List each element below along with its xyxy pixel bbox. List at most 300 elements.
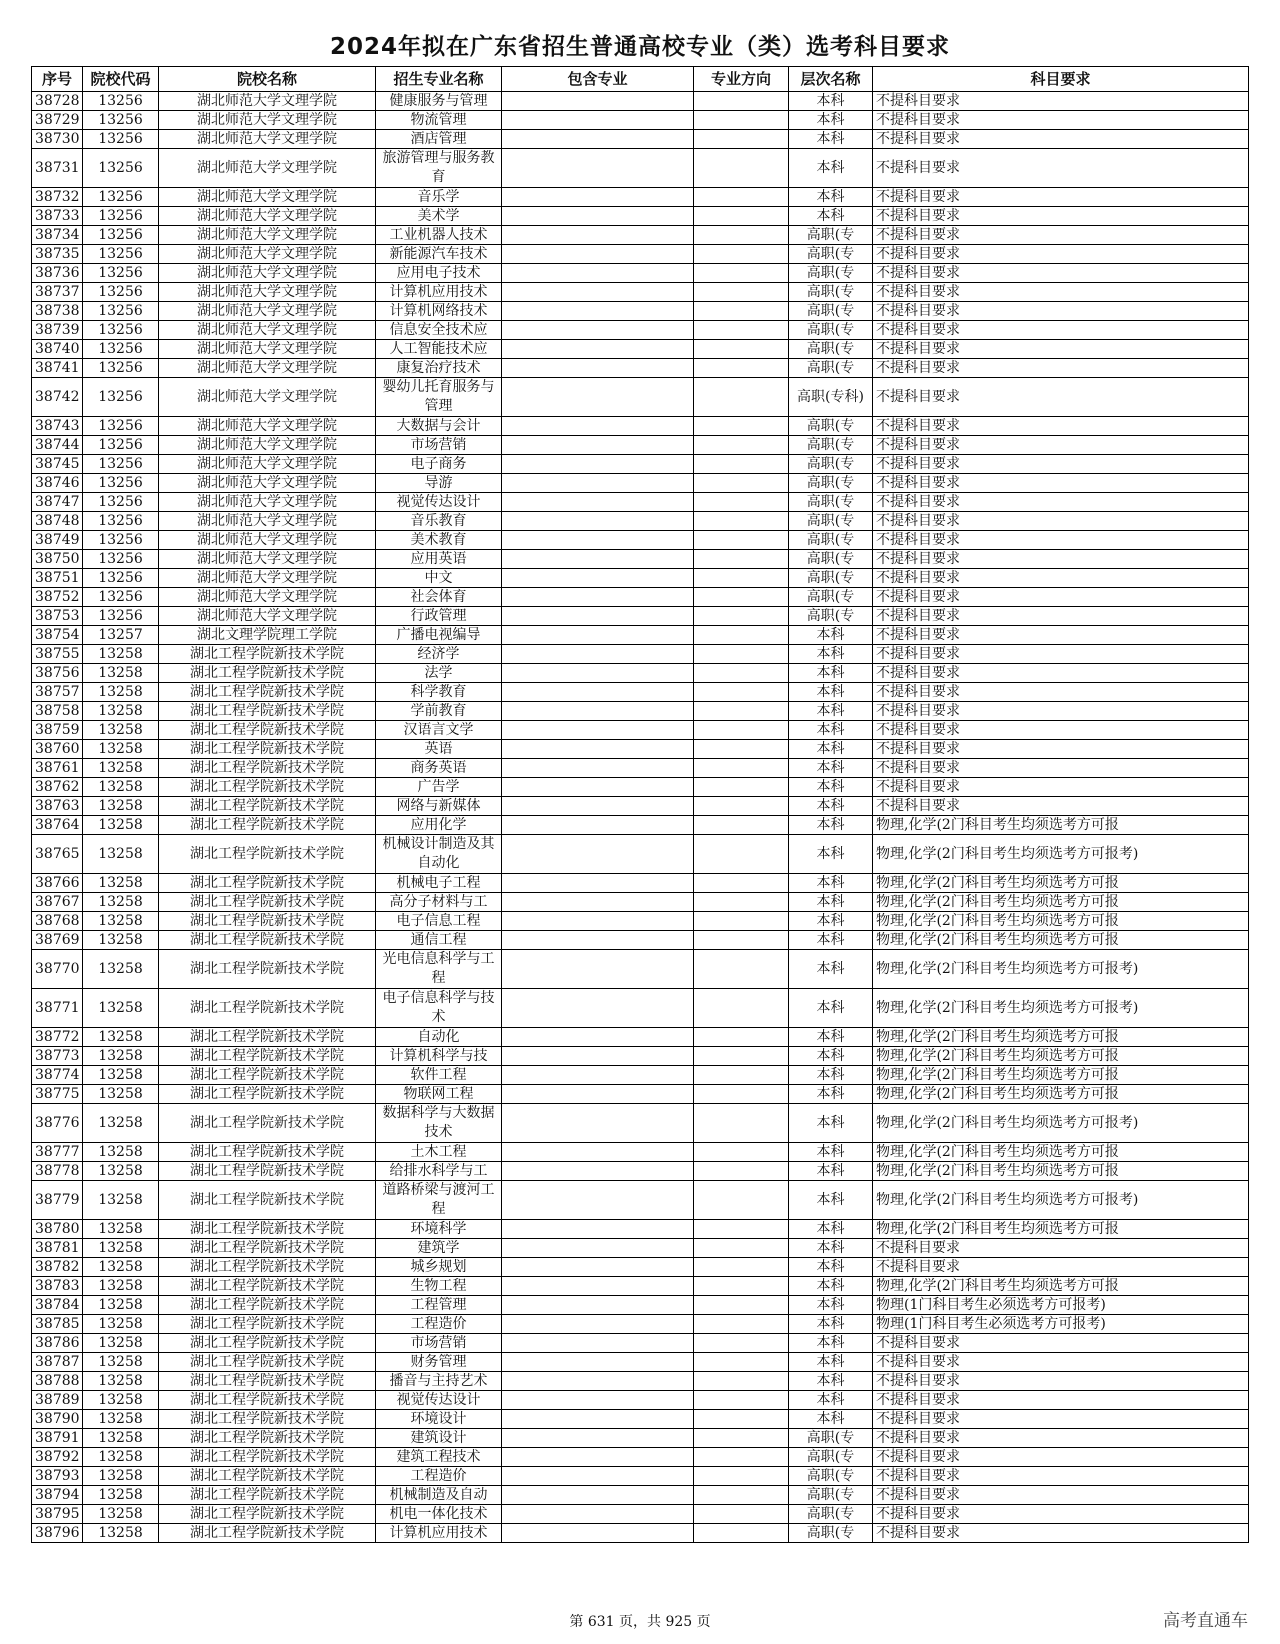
cell-level: 本科 bbox=[789, 1296, 873, 1315]
cell-major-name: 应用英语 bbox=[376, 550, 502, 569]
cell-included-majors bbox=[502, 893, 694, 912]
page-footer: 第 631 页，共 925 页 bbox=[569, 1614, 711, 1630]
cell-included-majors bbox=[502, 493, 694, 512]
cell-school-code: 13258 bbox=[83, 645, 159, 664]
cell-school-name: 湖北工程学院新技术学院 bbox=[159, 835, 376, 874]
table-row bbox=[32, 1047, 1249, 1066]
cell-seq: 38734 bbox=[32, 226, 83, 245]
cell-major-name: 网络与新媒体 bbox=[376, 797, 502, 816]
cell-school-code: 13258 bbox=[83, 931, 159, 950]
cell-school-name: 湖北师范大学文理学院 bbox=[159, 512, 376, 531]
table-row bbox=[32, 950, 1249, 989]
cell-major-direction bbox=[694, 588, 789, 607]
cell-school-code: 13258 bbox=[83, 664, 159, 683]
table-header-row bbox=[32, 67, 1249, 92]
cell-seq: 38779 bbox=[32, 1181, 83, 1220]
cell-school-code: 13256 bbox=[83, 455, 159, 474]
cell-included-majors bbox=[502, 340, 694, 359]
cell-subject-requirement: 不提科目要求 bbox=[873, 188, 1249, 207]
cell-major-name: 电子信息工程 bbox=[376, 912, 502, 931]
cell-school-name: 湖北师范大学文理学院 bbox=[159, 149, 376, 188]
cell-seq: 38783 bbox=[32, 1277, 83, 1296]
table-row bbox=[32, 512, 1249, 531]
cell-school-name: 湖北工程学院新技术学院 bbox=[159, 702, 376, 721]
cell-school-name: 湖北文理学院理工学院 bbox=[159, 626, 376, 645]
cell-included-majors bbox=[502, 531, 694, 550]
cell-major-direction bbox=[694, 874, 789, 893]
cell-level: 本科 bbox=[789, 149, 873, 188]
cell-subject-requirement: 物理,化学(2门科目考生均须选考方可报考) bbox=[873, 989, 1249, 1028]
cell-included-majors bbox=[502, 1296, 694, 1315]
cell-seq: 38763 bbox=[32, 797, 83, 816]
cell-subject-requirement: 物理,化学(2门科目考生均须选考方可报考) bbox=[873, 1181, 1249, 1220]
cell-subject-requirement: 不提科目要求 bbox=[873, 417, 1249, 436]
cell-seq: 38788 bbox=[32, 1372, 83, 1391]
cell-included-majors bbox=[502, 302, 694, 321]
cell-school-code: 13258 bbox=[83, 1066, 159, 1085]
cell-major-direction bbox=[694, 1391, 789, 1410]
cell-school-name: 湖北工程学院新技术学院 bbox=[159, 1277, 376, 1296]
cell-school-code: 13258 bbox=[83, 721, 159, 740]
cell-major-name: 机械设计制造及其自动化 bbox=[376, 835, 502, 874]
cell-seq: 38794 bbox=[32, 1486, 83, 1505]
cell-school-code: 13256 bbox=[83, 588, 159, 607]
table-row bbox=[32, 378, 1249, 417]
cell-subject-requirement: 不提科目要求 bbox=[873, 550, 1249, 569]
cell-major-name: 机械制造及自动 bbox=[376, 1486, 502, 1505]
cell-seq: 38769 bbox=[32, 931, 83, 950]
cell-seq: 38731 bbox=[32, 149, 83, 188]
cell-school-name: 湖北师范大学文理学院 bbox=[159, 531, 376, 550]
cell-included-majors bbox=[502, 1353, 694, 1372]
cell-major-direction bbox=[694, 474, 789, 493]
table-row bbox=[32, 702, 1249, 721]
cell-major-name: 社会体育 bbox=[376, 588, 502, 607]
cell-included-majors bbox=[502, 931, 694, 950]
cell-major-direction bbox=[694, 283, 789, 302]
cell-school-code: 13258 bbox=[83, 1448, 159, 1467]
cell-included-majors bbox=[502, 1277, 694, 1296]
requirements-table bbox=[31, 66, 1249, 1543]
cell-level: 本科 bbox=[789, 664, 873, 683]
cell-school-name: 湖北师范大学文理学院 bbox=[159, 569, 376, 588]
cell-major-name: 广播电视编导 bbox=[376, 626, 502, 645]
cell-level: 本科 bbox=[789, 111, 873, 130]
table-row bbox=[32, 1162, 1249, 1181]
cell-major-name: 高分子材料与工 bbox=[376, 893, 502, 912]
cell-major-direction bbox=[694, 797, 789, 816]
cell-major-direction bbox=[694, 1334, 789, 1353]
cell-major-direction bbox=[694, 989, 789, 1028]
table-row bbox=[32, 931, 1249, 950]
cell-major-name: 工程管理 bbox=[376, 1296, 502, 1315]
cell-seq: 38764 bbox=[32, 816, 83, 835]
header-major-name: 招生专业名称 bbox=[376, 67, 502, 92]
cell-level: 本科 bbox=[789, 1410, 873, 1429]
cell-major-name: 行政管理 bbox=[376, 607, 502, 626]
cell-major-direction bbox=[694, 1028, 789, 1047]
cell-major-direction bbox=[694, 92, 789, 111]
cell-subject-requirement: 不提科目要求 bbox=[873, 455, 1249, 474]
table-row bbox=[32, 1239, 1249, 1258]
cell-included-majors bbox=[502, 1047, 694, 1066]
cell-seq: 38742 bbox=[32, 378, 83, 417]
cell-school-code: 13258 bbox=[83, 797, 159, 816]
cell-included-majors bbox=[502, 417, 694, 436]
cell-major-name: 给排水科学与工 bbox=[376, 1162, 502, 1181]
cell-included-majors bbox=[502, 989, 694, 1028]
cell-included-majors bbox=[502, 321, 694, 340]
cell-included-majors bbox=[502, 1524, 694, 1543]
cell-seq: 38793 bbox=[32, 1467, 83, 1486]
cell-subject-requirement: 物理,化学(2门科目考生均须选考方可报 bbox=[873, 912, 1249, 931]
cell-major-direction bbox=[694, 264, 789, 283]
cell-included-majors bbox=[502, 626, 694, 645]
cell-included-majors bbox=[502, 245, 694, 264]
cell-level: 本科 bbox=[789, 1239, 873, 1258]
cell-seq: 38750 bbox=[32, 550, 83, 569]
cell-major-name: 工业机器人技术 bbox=[376, 226, 502, 245]
cell-level: 本科 bbox=[789, 130, 873, 149]
table-row bbox=[32, 1220, 1249, 1239]
cell-major-direction bbox=[694, 1066, 789, 1085]
cell-school-name: 湖北工程学院新技术学院 bbox=[159, 1505, 376, 1524]
cell-school-code: 13258 bbox=[83, 950, 159, 989]
cell-major-direction bbox=[694, 512, 789, 531]
cell-level: 高职(专 bbox=[789, 340, 873, 359]
cell-school-name: 湖北师范大学文理学院 bbox=[159, 245, 376, 264]
cell-included-majors bbox=[502, 188, 694, 207]
cell-school-name: 湖北工程学院新技术学院 bbox=[159, 1181, 376, 1220]
cell-level: 本科 bbox=[789, 931, 873, 950]
cell-school-name: 湖北师范大学文理学院 bbox=[159, 550, 376, 569]
cell-school-name: 湖北师范大学文理学院 bbox=[159, 359, 376, 378]
cell-included-majors bbox=[502, 1239, 694, 1258]
cell-included-majors bbox=[502, 92, 694, 111]
cell-subject-requirement: 不提科目要求 bbox=[873, 607, 1249, 626]
cell-major-name: 电子信息科学与技术 bbox=[376, 989, 502, 1028]
cell-major-direction bbox=[694, 759, 789, 778]
cell-subject-requirement: 不提科目要求 bbox=[873, 264, 1249, 283]
table-row bbox=[32, 607, 1249, 626]
cell-school-name: 湖北师范大学文理学院 bbox=[159, 493, 376, 512]
cell-subject-requirement: 物理,化学(2门科目考生均须选考方可报 bbox=[873, 931, 1249, 950]
cell-level: 高职(专 bbox=[789, 245, 873, 264]
cell-major-direction bbox=[694, 816, 789, 835]
cell-seq: 38751 bbox=[32, 569, 83, 588]
cell-school-name: 湖北工程学院新技术学院 bbox=[159, 1448, 376, 1467]
cell-major-name: 道路桥梁与渡河工程 bbox=[376, 1181, 502, 1220]
table-row bbox=[32, 130, 1249, 149]
cell-major-name: 计算机应用技术 bbox=[376, 1524, 502, 1543]
cell-included-majors bbox=[502, 283, 694, 302]
cell-school-code: 13256 bbox=[83, 436, 159, 455]
cell-school-code: 13256 bbox=[83, 264, 159, 283]
table-row bbox=[32, 1181, 1249, 1220]
cell-major-direction bbox=[694, 1162, 789, 1181]
cell-school-code: 13258 bbox=[83, 1277, 159, 1296]
cell-level: 高职(专 bbox=[789, 531, 873, 550]
cell-seq: 38730 bbox=[32, 130, 83, 149]
cell-seq: 38771 bbox=[32, 989, 83, 1028]
cell-included-majors bbox=[502, 1104, 694, 1143]
cell-school-code: 13258 bbox=[83, 1486, 159, 1505]
cell-major-direction bbox=[694, 664, 789, 683]
cell-major-name: 市场营销 bbox=[376, 436, 502, 455]
cell-school-name: 湖北师范大学文理学院 bbox=[159, 607, 376, 626]
cell-major-name: 美术教育 bbox=[376, 531, 502, 550]
table-row bbox=[32, 1104, 1249, 1143]
cell-level: 高职(专 bbox=[789, 1448, 873, 1467]
cell-major-direction bbox=[694, 1258, 789, 1277]
cell-subject-requirement: 不提科目要求 bbox=[873, 1258, 1249, 1277]
cell-included-majors bbox=[502, 797, 694, 816]
cell-major-direction bbox=[694, 1429, 789, 1448]
table-row bbox=[32, 226, 1249, 245]
cell-seq: 38755 bbox=[32, 645, 83, 664]
cell-subject-requirement: 不提科目要求 bbox=[873, 92, 1249, 111]
table-row bbox=[32, 778, 1249, 797]
cell-school-code: 13258 bbox=[83, 1258, 159, 1277]
cell-level: 高职(专 bbox=[789, 226, 873, 245]
cell-subject-requirement: 不提科目要求 bbox=[873, 721, 1249, 740]
cell-subject-requirement: 不提科目要求 bbox=[873, 512, 1249, 531]
cell-included-majors bbox=[502, 1429, 694, 1448]
cell-level: 本科 bbox=[789, 645, 873, 664]
table-row bbox=[32, 569, 1249, 588]
cell-school-code: 13256 bbox=[83, 512, 159, 531]
cell-school-name: 湖北工程学院新技术学院 bbox=[159, 874, 376, 893]
cell-school-name: 湖北工程学院新技术学院 bbox=[159, 1467, 376, 1486]
cell-subject-requirement: 不提科目要求 bbox=[873, 1429, 1249, 1448]
cell-included-majors bbox=[502, 1162, 694, 1181]
cell-included-majors bbox=[502, 149, 694, 188]
cell-subject-requirement: 物理,化学(2门科目考生均须选考方可报 bbox=[873, 816, 1249, 835]
cell-school-code: 13258 bbox=[83, 1296, 159, 1315]
cell-subject-requirement: 不提科目要求 bbox=[873, 1334, 1249, 1353]
table-row bbox=[32, 721, 1249, 740]
cell-major-direction bbox=[694, 702, 789, 721]
cell-subject-requirement: 不提科目要求 bbox=[873, 1353, 1249, 1372]
cell-school-name: 湖北工程学院新技术学院 bbox=[159, 1143, 376, 1162]
cell-level: 高职(专 bbox=[789, 512, 873, 531]
cell-major-direction bbox=[694, 1181, 789, 1220]
cell-school-name: 湖北工程学院新技术学院 bbox=[159, 797, 376, 816]
cell-level: 高职(专 bbox=[789, 493, 873, 512]
cell-school-name: 湖北工程学院新技术学院 bbox=[159, 1315, 376, 1334]
cell-major-name: 视觉传达设计 bbox=[376, 493, 502, 512]
cell-school-name: 湖北工程学院新技术学院 bbox=[159, 778, 376, 797]
cell-subject-requirement: 不提科目要求 bbox=[873, 1372, 1249, 1391]
cell-subject-requirement: 不提科目要求 bbox=[873, 1410, 1249, 1429]
cell-major-name: 广告学 bbox=[376, 778, 502, 797]
cell-major-direction bbox=[694, 340, 789, 359]
cell-subject-requirement: 物理,化学(2门科目考生均须选考方可报 bbox=[873, 874, 1249, 893]
cell-school-code: 13256 bbox=[83, 283, 159, 302]
cell-subject-requirement: 不提科目要求 bbox=[873, 702, 1249, 721]
cell-major-direction bbox=[694, 1448, 789, 1467]
cell-school-code: 13256 bbox=[83, 207, 159, 226]
cell-seq: 38762 bbox=[32, 778, 83, 797]
cell-seq: 38774 bbox=[32, 1066, 83, 1085]
cell-included-majors bbox=[502, 1334, 694, 1353]
cell-major-name: 婴幼儿托育服务与管理 bbox=[376, 378, 502, 417]
cell-seq: 38782 bbox=[32, 1258, 83, 1277]
cell-included-majors bbox=[502, 835, 694, 874]
cell-subject-requirement: 不提科目要求 bbox=[873, 626, 1249, 645]
table-row bbox=[32, 188, 1249, 207]
cell-major-direction bbox=[694, 493, 789, 512]
cell-seq: 38746 bbox=[32, 474, 83, 493]
cell-subject-requirement: 不提科目要求 bbox=[873, 302, 1249, 321]
cell-school-name: 湖北师范大学文理学院 bbox=[159, 283, 376, 302]
cell-major-direction bbox=[694, 1315, 789, 1334]
cell-seq: 38733 bbox=[32, 207, 83, 226]
cell-school-code: 13256 bbox=[83, 302, 159, 321]
cell-seq: 38752 bbox=[32, 588, 83, 607]
table-row bbox=[32, 455, 1249, 474]
cell-school-code: 13258 bbox=[83, 740, 159, 759]
cell-major-name: 商务英语 bbox=[376, 759, 502, 778]
cell-major-direction bbox=[694, 740, 789, 759]
cell-major-name: 人工智能技术应 bbox=[376, 340, 502, 359]
cell-seq: 38729 bbox=[32, 111, 83, 130]
cell-school-name: 湖北工程学院新技术学院 bbox=[159, 989, 376, 1028]
cell-subject-requirement: 不提科目要求 bbox=[873, 740, 1249, 759]
cell-school-name: 湖北工程学院新技术学院 bbox=[159, 645, 376, 664]
table-row bbox=[32, 264, 1249, 283]
cell-seq: 38766 bbox=[32, 874, 83, 893]
brand-label: 高考直通车 bbox=[1163, 1611, 1248, 1631]
cell-level: 高职(专 bbox=[789, 417, 873, 436]
cell-school-name: 湖北师范大学文理学院 bbox=[159, 417, 376, 436]
cell-school-name: 湖北工程学院新技术学院 bbox=[159, 1085, 376, 1104]
cell-school-code: 13257 bbox=[83, 626, 159, 645]
cell-level: 本科 bbox=[789, 1277, 873, 1296]
cell-level: 高职(专 bbox=[789, 607, 873, 626]
cell-subject-requirement: 物理(1门科目考生必须选考方可报考) bbox=[873, 1315, 1249, 1334]
cell-seq: 38741 bbox=[32, 359, 83, 378]
cell-level: 高职(专 bbox=[789, 1486, 873, 1505]
cell-major-direction bbox=[694, 835, 789, 874]
cell-school-name: 湖北师范大学文理学院 bbox=[159, 378, 376, 417]
cell-level: 高职(专 bbox=[789, 436, 873, 455]
cell-major-name: 经济学 bbox=[376, 645, 502, 664]
table-row bbox=[32, 797, 1249, 816]
cell-school-code: 13258 bbox=[83, 874, 159, 893]
cell-major-direction bbox=[694, 893, 789, 912]
cell-seq: 38740 bbox=[32, 340, 83, 359]
cell-school-code: 13258 bbox=[83, 1143, 159, 1162]
cell-major-direction bbox=[694, 130, 789, 149]
cell-school-name: 湖北工程学院新技术学院 bbox=[159, 1372, 376, 1391]
cell-major-direction bbox=[694, 683, 789, 702]
cell-seq: 38786 bbox=[32, 1334, 83, 1353]
cell-major-direction bbox=[694, 188, 789, 207]
cell-major-name: 康复治疗技术 bbox=[376, 359, 502, 378]
cell-school-name: 湖北工程学院新技术学院 bbox=[159, 1429, 376, 1448]
table-row bbox=[32, 207, 1249, 226]
cell-school-name: 湖北工程学院新技术学院 bbox=[159, 1334, 376, 1353]
cell-school-code: 13258 bbox=[83, 893, 159, 912]
cell-seq: 38732 bbox=[32, 188, 83, 207]
cell-included-majors bbox=[502, 550, 694, 569]
table-row bbox=[32, 874, 1249, 893]
cell-school-name: 湖北工程学院新技术学院 bbox=[159, 1104, 376, 1143]
cell-included-majors bbox=[502, 569, 694, 588]
table-row bbox=[32, 989, 1249, 1028]
cell-school-name: 湖北师范大学文理学院 bbox=[159, 302, 376, 321]
cell-major-name: 建筑学 bbox=[376, 1239, 502, 1258]
cell-school-code: 13258 bbox=[83, 1410, 159, 1429]
cell-major-name: 法学 bbox=[376, 664, 502, 683]
cell-school-code: 13256 bbox=[83, 340, 159, 359]
cell-subject-requirement: 物理,化学(2门科目考生均须选考方可报 bbox=[873, 1066, 1249, 1085]
cell-major-name: 财务管理 bbox=[376, 1353, 502, 1372]
cell-major-direction bbox=[694, 569, 789, 588]
cell-subject-requirement: 物理,化学(2门科目考生均须选考方可报 bbox=[873, 1028, 1249, 1047]
cell-major-direction bbox=[694, 417, 789, 436]
cell-subject-requirement: 物理,化学(2门科目考生均须选考方可报 bbox=[873, 893, 1249, 912]
cell-major-direction bbox=[694, 149, 789, 188]
cell-seq: 38787 bbox=[32, 1353, 83, 1372]
cell-seq: 38728 bbox=[32, 92, 83, 111]
cell-major-name: 机电一体化技术 bbox=[376, 1505, 502, 1524]
cell-major-name: 美术学 bbox=[376, 207, 502, 226]
cell-major-direction bbox=[694, 645, 789, 664]
table-row bbox=[32, 359, 1249, 378]
cell-major-direction bbox=[694, 436, 789, 455]
cell-major-direction bbox=[694, 207, 789, 226]
cell-major-name: 城乡规划 bbox=[376, 1258, 502, 1277]
table-row bbox=[32, 1296, 1249, 1315]
cell-subject-requirement: 物理(1门科目考生必须选考方可报考) bbox=[873, 1296, 1249, 1315]
cell-level: 本科 bbox=[789, 759, 873, 778]
cell-included-majors bbox=[502, 683, 694, 702]
cell-level: 本科 bbox=[789, 683, 873, 702]
cell-included-majors bbox=[502, 455, 694, 474]
cell-seq: 38768 bbox=[32, 912, 83, 931]
table-row bbox=[32, 283, 1249, 302]
cell-school-code: 13256 bbox=[83, 493, 159, 512]
cell-seq: 38789 bbox=[32, 1391, 83, 1410]
cell-level: 本科 bbox=[789, 1220, 873, 1239]
cell-seq: 38784 bbox=[32, 1296, 83, 1315]
cell-subject-requirement: 不提科目要求 bbox=[873, 321, 1249, 340]
cell-subject-requirement: 不提科目要求 bbox=[873, 1486, 1249, 1505]
cell-seq: 38738 bbox=[32, 302, 83, 321]
cell-school-code: 13258 bbox=[83, 816, 159, 835]
cell-major-direction bbox=[694, 378, 789, 417]
cell-school-name: 湖北师范大学文理学院 bbox=[159, 436, 376, 455]
cell-seq: 38772 bbox=[32, 1028, 83, 1047]
cell-school-name: 湖北工程学院新技术学院 bbox=[159, 1066, 376, 1085]
cell-school-name: 湖北师范大学文理学院 bbox=[159, 455, 376, 474]
cell-level: 高职(专 bbox=[789, 1467, 873, 1486]
table-row bbox=[32, 1410, 1249, 1429]
cell-level: 高职(专 bbox=[789, 550, 873, 569]
cell-seq: 38739 bbox=[32, 321, 83, 340]
cell-included-majors bbox=[502, 359, 694, 378]
cell-level: 高职(专 bbox=[789, 474, 873, 493]
table-row bbox=[32, 912, 1249, 931]
cell-subject-requirement: 物理,化学(2门科目考生均须选考方可报 bbox=[873, 1277, 1249, 1296]
table-row bbox=[32, 816, 1249, 835]
cell-seq: 38758 bbox=[32, 702, 83, 721]
cell-school-name: 湖北工程学院新技术学院 bbox=[159, 1220, 376, 1239]
cell-school-name: 湖北工程学院新技术学院 bbox=[159, 1258, 376, 1277]
cell-included-majors bbox=[502, 1372, 694, 1391]
